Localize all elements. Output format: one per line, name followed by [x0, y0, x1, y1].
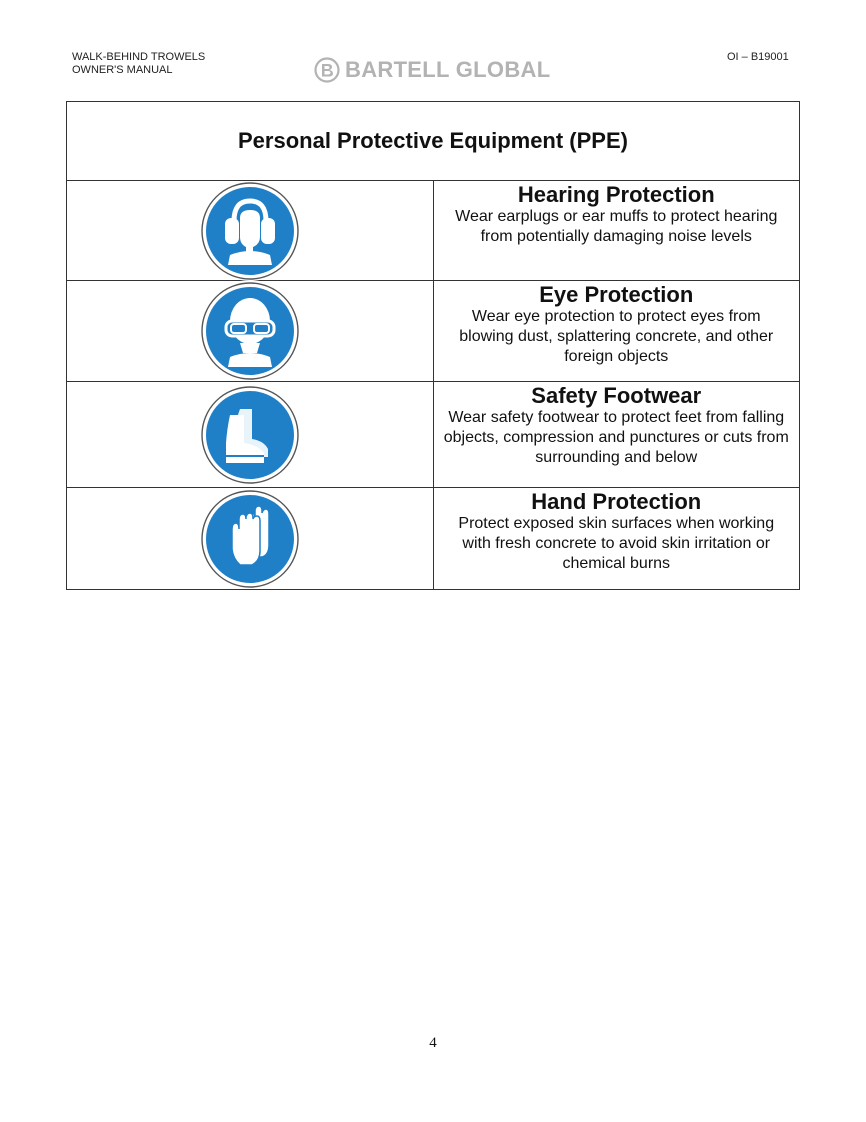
- document-code: OI – B19001: [727, 51, 789, 63]
- ppe-row-hearing: [67, 181, 800, 281]
- ppe-icon-cell: [67, 382, 434, 488]
- ppe-text-cell: [433, 488, 800, 590]
- safety-footwear-title: Safety Footwear: [531, 383, 702, 408]
- ppe-icon-cell: [67, 281, 434, 382]
- header-product-line: WALK-BEHIND TROWELS: [72, 51, 206, 63]
- company-logo: [314, 56, 550, 84]
- ppe-text-cell: [433, 382, 800, 488]
- ppe-text-cell: [433, 281, 800, 382]
- logo-wordmark: BARTELL GLOBAL: [345, 57, 551, 82]
- ppe-icon-cell: [67, 488, 434, 590]
- hearing-protection-description: Wear earplugs or ear muffs to protect hearing from potentially damaging noise levels: [455, 208, 778, 245]
- eye-protection-title: Eye Protection: [539, 282, 694, 307]
- hearing-protection-title: Hearing Protection: [517, 182, 715, 207]
- hand-protection-description: Protect exposed skin surfaces when working with fresh concrete to avoid skin irritation or chemical burns: [458, 515, 775, 572]
- ppe-table-title-row: [67, 102, 800, 181]
- ppe-table-title: Personal Protective Equipment (PPE): [67, 102, 800, 181]
- header-left: [72, 51, 205, 77]
- safety-footwear-icon: [200, 385, 300, 485]
- ppe-row-footwear: [67, 382, 800, 488]
- ppe-text-cell: [433, 181, 800, 281]
- page-number: 4: [429, 1035, 437, 1051]
- hand-protection-title: Hand Protection: [531, 489, 702, 514]
- eye-protection-icon: [200, 281, 300, 381]
- hand-protection-icon: [200, 489, 300, 589]
- ppe-row-eye: [67, 281, 800, 382]
- safety-footwear-description: Wear safety footwear to protect feet from falling objects, compression and punctures or cuts from surrounding and below: [443, 409, 789, 466]
- eye-protection-description: Wear eye protection to protect eyes from blowing dust, splattering concrete, and other foreign objects: [459, 308, 774, 365]
- ppe-icon-cell: [67, 181, 434, 281]
- hearing-protection-icon: [200, 181, 300, 281]
- ppe-row-hand: [67, 488, 800, 590]
- ppe-table: [66, 101, 800, 590]
- header-manual-line: OWNER'S MANUAL: [72, 64, 173, 76]
- bartell-logo-icon: [314, 57, 340, 83]
